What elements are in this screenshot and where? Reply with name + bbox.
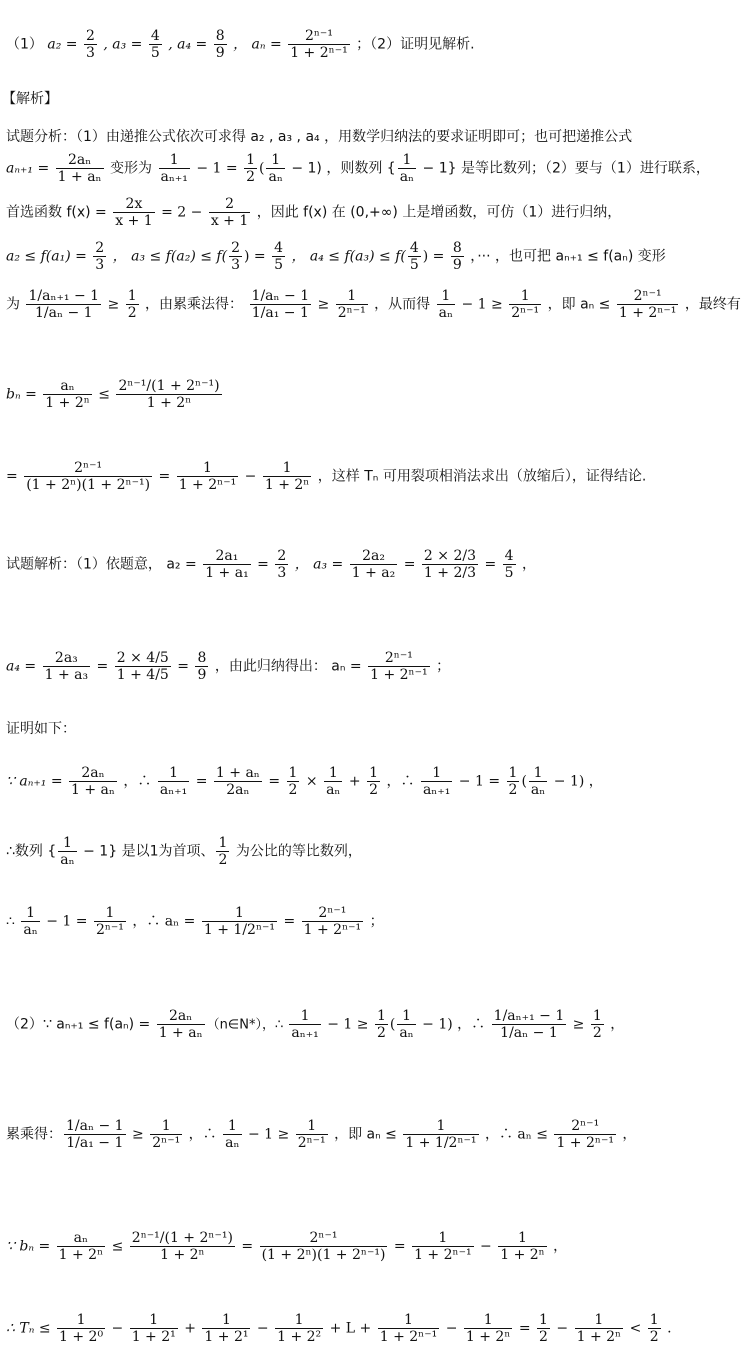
frac: $\frac{1}{2}$ (369, 765, 379, 799)
analysis-line-6: bₙ = $\frac{\text{aₙ}}{\text{1 + 2ⁿ}}$ ≤ $\frac{\text{2ⁿ⁻¹/(1 + 2ⁿ⁻¹)}}{\text{1 + 2ⁿ}}$ (6, 378, 220, 412)
frac: $\frac{\text{1/aₙ₊₁ − 1}}{\text{1/aₙ − 1}}$ (28, 288, 100, 322)
frac: $\frac{2}{3}$ (95, 240, 105, 274)
frac: $\frac{4}{5}$ (504, 548, 514, 582)
frac: $\frac{\text{aₙ}}{\text{1 + 2ⁿ}}$ (45, 378, 90, 412)
analysis-line-7: = $\frac{\text{2ⁿ⁻¹}}{\text{(1 + 2ⁿ)(1 + 2ⁿ⁻¹)}}$ = $\frac{1}{\text{1 + 2ⁿ⁻¹}}$ − $\frac{1}{\text{1 + 2ⁿ}}$ ，这样 Tₙ 可用裂项相消法求出（放缩后），证得结论. (6, 460, 647, 494)
proof-intro: 证明如下： (6, 721, 76, 737)
frac: $\frac{\text{2ⁿ⁻¹}}{\text{1 + 2ⁿ⁻¹}}$ (618, 288, 677, 322)
frac: $\frac{2 \times 2/3}{1 + 2/3}$ (423, 548, 476, 582)
frac: $\frac{\text{2ⁿ⁻¹/(1 + 2ⁿ⁻¹)}}{\text{1 + 2ⁿ}}$ (118, 378, 220, 412)
frac: $\frac{1}{\text{1 + 1/2ⁿ⁻¹}}$ (405, 1118, 477, 1152)
frac: $\frac{1}{2}$ (649, 1312, 659, 1346)
frac: $\frac{1}{\text{1 + 1/2ⁿ⁻¹}}$ (203, 905, 275, 939)
frac: $\frac{1}{\text{1 + 2ⁿ}}$ (500, 1230, 545, 1264)
proof-line-2: ∴数列 { $\frac{1}{\text{aₙ}}$ − 1} 是以1为首项、 $\frac{1}{2}$ 为公比的等比数列， (6, 835, 362, 869)
frac: $\frac{1}{\text{2ⁿ⁻¹}}$ (152, 1118, 181, 1152)
frac: $\frac{4}{5}$ (409, 240, 419, 274)
frac: $\frac{\text{2a₁}}{\text{1 + a₁}}$ (205, 548, 249, 582)
frac: $\frac{1}{2}$ (539, 1312, 548, 1346)
frac: $\frac{1}{\text{aₙ}}$ (530, 765, 546, 799)
analysis-line-2: aₙ₊₁ = $\frac{\text{2aₙ}}{\text{1 + aₙ}}$ 变形为 $\frac{1}{\text{aₙ₊₁}}$ − 1 = $\frac{1}{2}$ ( $\frac{1}{\text{aₙ}}$ − 1) ，则数列 { $\frac{1}{\text{aₙ}}$ − 1} 是等比数列；（2）要与（1）进行联系， (6, 152, 710, 186)
frac: $\frac{1}{\text{2ⁿ⁻¹}}$ (297, 1118, 326, 1152)
frac: $\frac{4}{5}$ (274, 240, 283, 274)
frac: $\frac{1}{\text{aₙ₊₁}}$ (159, 765, 188, 799)
frac: $\frac{1}{\text{1 + 2ⁿ}}$ (576, 1312, 622, 1346)
proof-line-7: ∴ Tₙ ≤ $\frac{1}{\text{1 + 2⁰}}$ − $\frac{1}{\text{1 + 2¹}}$ + $\frac{1}{\text{1 + 2¹}}$ − $\frac{1}{\text{1 + 2²}}$ + L + $\frac{1}{\text{1 + 2ⁿ⁻¹}}$ − $\frac{1}{\text{1 + 2ⁿ}}$ = $\frac{1}{2}$ − $\frac{1}{\text{1 + 2ⁿ}}$ < $\frac{1}{2}$ . (6, 1312, 672, 1346)
analysis-line-5: 为 $\frac{\text{1/aₙ₊₁ − 1}}{\text{1/aₙ − 1}}$ ≥ $\frac{1}{2}$ ，由累乘法得： $\frac{\text{1/aₙ − 1}}{\text{1/a₁ − 1}}$ ≥ $\frac{1}{\text{2ⁿ⁻¹}}$ ，从而得 $\frac{1}{\text{aₙ}}$ − 1 ≥ $\frac{1}{\text{2ⁿ⁻¹}}$ ，即 aₙ ≤ $\frac{\text{2ⁿ⁻¹}}{\text{1 + 2ⁿ⁻¹}}$ ，最终有 (6, 288, 741, 322)
frac-a2: $\frac{2}{3}$ (85, 28, 95, 62)
frac: $\frac{\text{1/aₙ₊₁ − 1}}{\text{1/aₙ − 1}}$ (493, 1008, 565, 1042)
frac: $\frac{8}{9}$ (452, 240, 462, 274)
frac: $\frac{2}{3}$ (277, 548, 287, 582)
frac: $\frac{1}{\text{2ⁿ⁻¹}}$ (337, 288, 366, 322)
frac: $\frac{\text{2a₂}}{\text{1 + a₂}}$ (351, 548, 396, 582)
proof-line-3: ∴ $\frac{1}{\text{aₙ}}$ − 1 = $\frac{1}{\text{2ⁿ⁻¹}}$ ，∴ aₙ = $\frac{1}{\text{1 + 1/2ⁿ⁻¹}}$ = $\frac{\text{2ⁿ⁻¹}}{\text{1 + 2ⁿ⁻¹}}$ ； (6, 905, 384, 939)
analysis-line-3: 首选函数 f(x) = $\frac{2x}{x + 1}$ = 2 − $\frac{2}{x + 1}$ ，因此 f(x) 在 (0,+∞) 上是增函数，可仿（1）进行归纳， (6, 196, 622, 230)
frac: $\frac{1}{\text{aₙ}}$ (60, 835, 75, 869)
frac: $\frac{1}{2}$ (218, 835, 228, 869)
frac: $\frac{1}{2}$ (246, 152, 256, 186)
frac: $\frac{1}{\text{2ⁿ⁻¹}}$ (95, 905, 124, 939)
frac: $\frac{1}{\text{aₙ}}$ (268, 152, 283, 186)
proof-line-4: （2）∵ aₙ₊₁ ≤ f(aₙ) = $\frac{\text{2aₙ}}{\text{1 + aₙ}}$ （n∈N*），∴ $\frac{1}{\text{aₙ₊₁}}$ − 1 ≥ $\frac{1}{2}$ ( $\frac{1}{\text{aₙ}}$ − 1) ，∴ $\frac{\text{1/aₙ₊₁ − 1}}{\text{1/aₙ − 1}}$ ≥ $\frac{1}{2}$ ， (6, 1008, 625, 1042)
frac: $\frac{1}{\text{1 + 2ⁿ⁻¹}}$ (379, 1312, 438, 1346)
frac-a4: $\frac{8}{9}$ (215, 28, 225, 62)
proof-line-6: ∵ bₙ = $\frac{\text{aₙ}}{\text{1 + 2ⁿ}}$ ≤ $\frac{\text{2ⁿ⁻¹/(1 + 2ⁿ⁻¹)}}{\text{1 + 2ⁿ}}$ = $\frac{\text{2ⁿ⁻¹}}{\text{(1 + 2ⁿ)(1 + 2ⁿ⁻¹)}}$ = $\frac{1}{\text{1 + 2ⁿ⁻¹}}$ − $\frac{1}{\text{1 + 2ⁿ}}$ ， (6, 1230, 568, 1264)
frac: $\frac{\text{2ⁿ⁻¹}}{\text{1 + 2ⁿ⁻¹}}$ (370, 650, 428, 684)
frac: $\frac{1}{\text{aₙ}}$ (399, 152, 415, 186)
frac: $\frac{\text{1/aₙ − 1}}{\text{1/a₁ − 1}}$ (251, 288, 310, 322)
frac: $\frac{1}{\text{1 + 2¹}}$ (204, 1312, 249, 1346)
frac: $\frac{1}{\text{1 + 2ⁿ}}$ (465, 1312, 511, 1346)
frac: $\frac{\text{aₙ}}{\text{1 + 2ⁿ}}$ (58, 1230, 104, 1264)
frac: $\frac{\text{2aₙ}}{\text{1 + aₙ}}$ (71, 765, 115, 799)
frac: $\frac{2 \times 4/5}{1 + 4/5}$ (116, 650, 169, 684)
frac: $\frac{\text{2a₃}}{\text{1 + a₃}}$ (44, 650, 89, 684)
frac: $\frac{2x}{x + 1}$ (115, 196, 153, 230)
frac: $\frac{\text{2aₙ}}{\text{1 + aₙ}}$ (158, 1008, 203, 1042)
frac: $\frac{1}{2}$ (127, 288, 137, 322)
frac: $\frac{1}{\text{1 + 2⁰}}$ (59, 1312, 104, 1346)
frac: $\frac{1}{\text{aₙ}}$ (438, 288, 454, 322)
frac-an: $\frac{\text{2ⁿ⁻¹}}{\text{1 + 2ⁿ⁻¹}}$ (290, 28, 348, 62)
frac: $\frac{1}{2}$ (288, 765, 298, 799)
frac: $\frac{1}{\text{2ⁿ⁻¹}}$ (511, 288, 540, 322)
frac: $\frac{\text{2ⁿ⁻¹}}{\text{1 + 2ⁿ⁻¹}}$ (556, 1118, 614, 1152)
frac: $\frac{1}{\text{1 + 2²}}$ (277, 1312, 322, 1346)
frac: $\frac{1}{\text{1 + 2ⁿ⁻¹}}$ (414, 1230, 472, 1264)
frac: $\frac{1}{\text{aₙ}}$ (326, 765, 341, 799)
frac: $\frac{1}{\text{aₙ}}$ (23, 905, 38, 939)
frac: $\frac{2}{3}$ (231, 240, 240, 274)
frac: $\frac{1}{2}$ (508, 765, 518, 799)
frac: $\frac{\text{1 + aₙ}}{\text{2aₙ}}$ (215, 765, 260, 799)
frac: $\frac{1}{\text{aₙ₊₁}}$ (160, 152, 188, 186)
frac: $\frac{1}{\text{aₙ₊₁}}$ (422, 765, 451, 799)
solution-line-2: a₄ = $\frac{\text{2a₃}}{\text{1 + a₃}}$ = $\frac{2 \times 4/5}{1 + 4/5}$ = $\frac{8}{9}$ ，由此归纳得出： aₙ = $\frac{\text{2ⁿ⁻¹}}{\text{1 + 2ⁿ⁻¹}}$ ； (6, 650, 451, 684)
answer-line: （1） a₂ = $\frac{2}{3}$ , a₃ = $\frac{4}{5}$ , a₄ = $\frac{8}{9}$ ， aₙ = $\frac{\text{2ⁿ⁻¹}}{\text{1 + 2ⁿ⁻¹}}$ ；（2）证明见解析. (6, 28, 475, 62)
frac: $\frac{1}{2}$ (376, 1008, 386, 1042)
frac: $\frac{1}{\text{aₙ}}$ (225, 1118, 240, 1152)
frac: $\frac{\text{2ⁿ⁻¹/(1 + 2ⁿ⁻¹)}}{\text{1 + 2ⁿ}}$ (131, 1230, 233, 1264)
frac: $\frac{\text{2ⁿ⁻¹}}{\text{(1 + 2ⁿ)(1 + 2ⁿ⁻¹)}}$ (26, 460, 151, 494)
frac: $\frac{8}{9}$ (197, 650, 207, 684)
frac: $\frac{1}{\text{1 + 2ⁿ}}$ (264, 460, 310, 494)
proof-line-5: 累乘得： $\frac{\text{1/aₙ − 1}}{\text{1/a₁ − 1}}$ ≥ $\frac{1}{\text{2ⁿ⁻¹}}$ ，∴ $\frac{1}{\text{aₙ}}$ − 1 ≥ $\frac{1}{\text{2ⁿ⁻¹}}$ ，即 aₙ ≤ $\frac{1}{\text{1 + 1/2ⁿ⁻¹}}$ ，∴ aₙ ≤ $\frac{\text{2ⁿ⁻¹}}{\text{1 + 2ⁿ⁻¹}}$ ， (6, 1118, 637, 1152)
frac-a3: $\frac{4}{5}$ (150, 28, 160, 62)
section-title: 【解析】 (2, 91, 58, 107)
frac: $\frac{\text{1/aₙ − 1}}{\text{1/a₁ − 1}}$ (66, 1118, 124, 1152)
frac: $\frac{1}{\text{1 + 2¹}}$ (131, 1312, 176, 1346)
frac: $\frac{\text{2aₙ}}{\text{1 + aₙ}}$ (57, 152, 102, 186)
analysis-line-4: a₂ ≤ f(a₁) = $\frac{2}{3}$ ， a₃ ≤ f(a₂) ≤ f( $\frac{2}{3}$ ) = $\frac{4}{5}$ ， a₄ ≤ f(a₃) ≤ f( $\frac{4}{5}$ ) = $\frac{8}{9}$ ，··· ，也可把 aₙ₊₁ ≤ f(aₙ) 变形 (6, 240, 666, 274)
analysis-line-1: 试题分析：（1）由递推公式依次可求得 a₂ , a₃ , a₄ ，用数学归纳法的要求证明即可；也可把递推公式 (6, 129, 633, 145)
frac: $\frac{1}{\text{aₙ₊₁}}$ (291, 1008, 319, 1042)
frac: $\frac{1}{\text{aₙ}}$ (399, 1008, 414, 1042)
frac: $\frac{1}{\text{1 + 2ⁿ⁻¹}}$ (178, 460, 237, 494)
proof-line-1: ∵ aₙ₊₁ = $\frac{\text{2aₙ}}{\text{1 + aₙ}}$ ，∴ $\frac{1}{\text{aₙ₊₁}}$ = $\frac{\text{1 + aₙ}}{\text{2aₙ}}$ = $\frac{1}{2}$ × $\frac{1}{\text{aₙ}}$ + $\frac{1}{2}$ ，∴ $\frac{1}{\text{aₙ₊₁}}$ − 1 = $\frac{1}{2}$ ( $\frac{1}{\text{aₙ}}$ − 1) ， (6, 765, 603, 799)
solution-line-1: 试题解析：（1）依题意， a₂ = $\frac{\text{2a₁}}{\text{1 + a₁}}$ = $\frac{2}{3}$ ， a₃ = $\frac{\text{2a₂}}{\text{1 + a₂}}$ = $\frac{2 \times 2/3}{1 + 2/3}$ = $\frac{4}{5}$ ， (6, 548, 537, 582)
frac: $\frac{2}{x + 1}$ (210, 196, 249, 230)
frac: $\frac{1}{2}$ (592, 1008, 602, 1042)
frac: $\frac{\text{2ⁿ⁻¹}}{\text{(1 + 2ⁿ)(1 + 2ⁿ⁻¹)}}$ (261, 1230, 386, 1264)
frac: $\frac{\text{2ⁿ⁻¹}}{\text{1 + 2ⁿ⁻¹}}$ (303, 905, 362, 939)
